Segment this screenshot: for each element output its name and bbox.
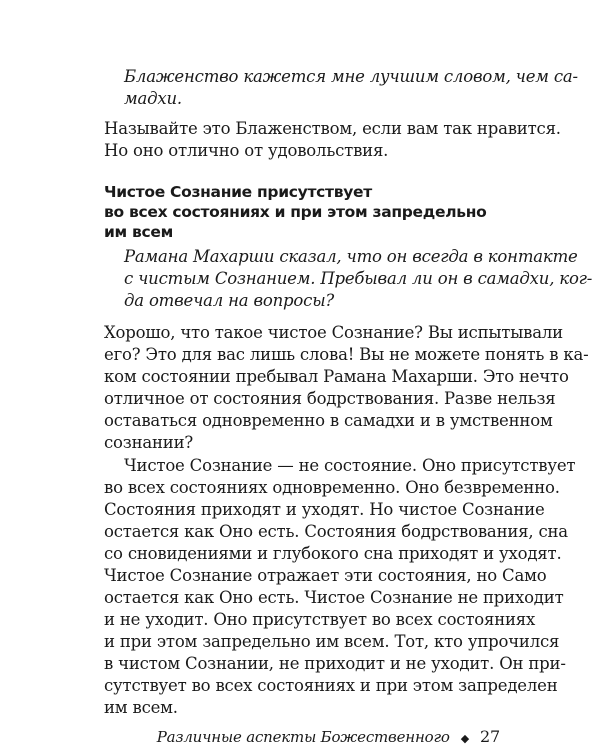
quote-line: с чистым Сознанием. Пребывал ли он в самадхи, ког- bbox=[124, 269, 593, 288]
body-line: сознании? bbox=[104, 433, 194, 452]
body-line: во всех состояниях одновременно. Оно безвременно. bbox=[104, 478, 560, 497]
body-line: Хорошо, что такое чистое Сознание? Вы испытывали bbox=[104, 323, 563, 342]
body-line: Называйте это Блаженством, если вам так нравится. bbox=[104, 119, 561, 138]
page-number: 27 bbox=[480, 727, 500, 746]
body-line: остается как Оно есть. Чистое Сознание не приходит bbox=[104, 588, 564, 607]
diamond-separator-icon: ◆ bbox=[460, 732, 469, 745]
section-heading-line: во всех состояниях и при этом запредельно bbox=[104, 203, 487, 221]
body-line: им всем. bbox=[104, 698, 178, 717]
body-line: со сновидениями и глубокого сна приходят и уходят. bbox=[104, 544, 562, 563]
body-line: Но оно отлично от удовольствия. bbox=[104, 141, 389, 160]
body-line: оставаться одновременно в самадхи и в умственном bbox=[104, 411, 553, 430]
quote-line: Блаженство кажется мне лучшим словом, чем са- bbox=[124, 67, 578, 86]
body-line: его? Это для вас лишь слова! Вы не можете понять в ка- bbox=[104, 345, 589, 364]
body-line: остается как Оно есть. Состояния бодрствования, сна bbox=[104, 522, 568, 541]
section-heading-line: им всем bbox=[104, 223, 174, 241]
quote-line: да отвечал на вопросы? bbox=[124, 291, 335, 310]
body-line: и не уходит. Оно присутствует во всех состояниях bbox=[104, 610, 536, 629]
body-line: Состояния приходят и уходят. Но чистое Сознание bbox=[104, 500, 545, 519]
section-heading-line: Чистое Сознание присутствует bbox=[104, 183, 372, 201]
running-title: Различные аспекты Божественного bbox=[156, 728, 450, 746]
quote-line: Рамана Махарши сказал, что он всегда в контакте bbox=[124, 247, 578, 266]
running-footer bbox=[157, 726, 500, 750]
body-line: Чистое Сознание отражает эти состояния, но Само bbox=[104, 566, 547, 585]
body-line: сутствует во всех состояниях и при этом запределен bbox=[104, 676, 558, 695]
body-line: отличное от состояния бодрствования. Разве нельзя bbox=[104, 389, 556, 408]
body-line: в чистом Сознании, не приходит и не уходит. Он при- bbox=[104, 654, 566, 673]
body-line: ком состоянии пребывал Рамана Махарши. Это нечто bbox=[104, 367, 569, 386]
quote-line: мадхи. bbox=[124, 89, 182, 108]
body-line: и при этом запредельно им всем. Тот, кто упрочился bbox=[104, 632, 560, 651]
body-line: Чистое Сознание — не состояние. Оно присутствует bbox=[124, 456, 576, 475]
